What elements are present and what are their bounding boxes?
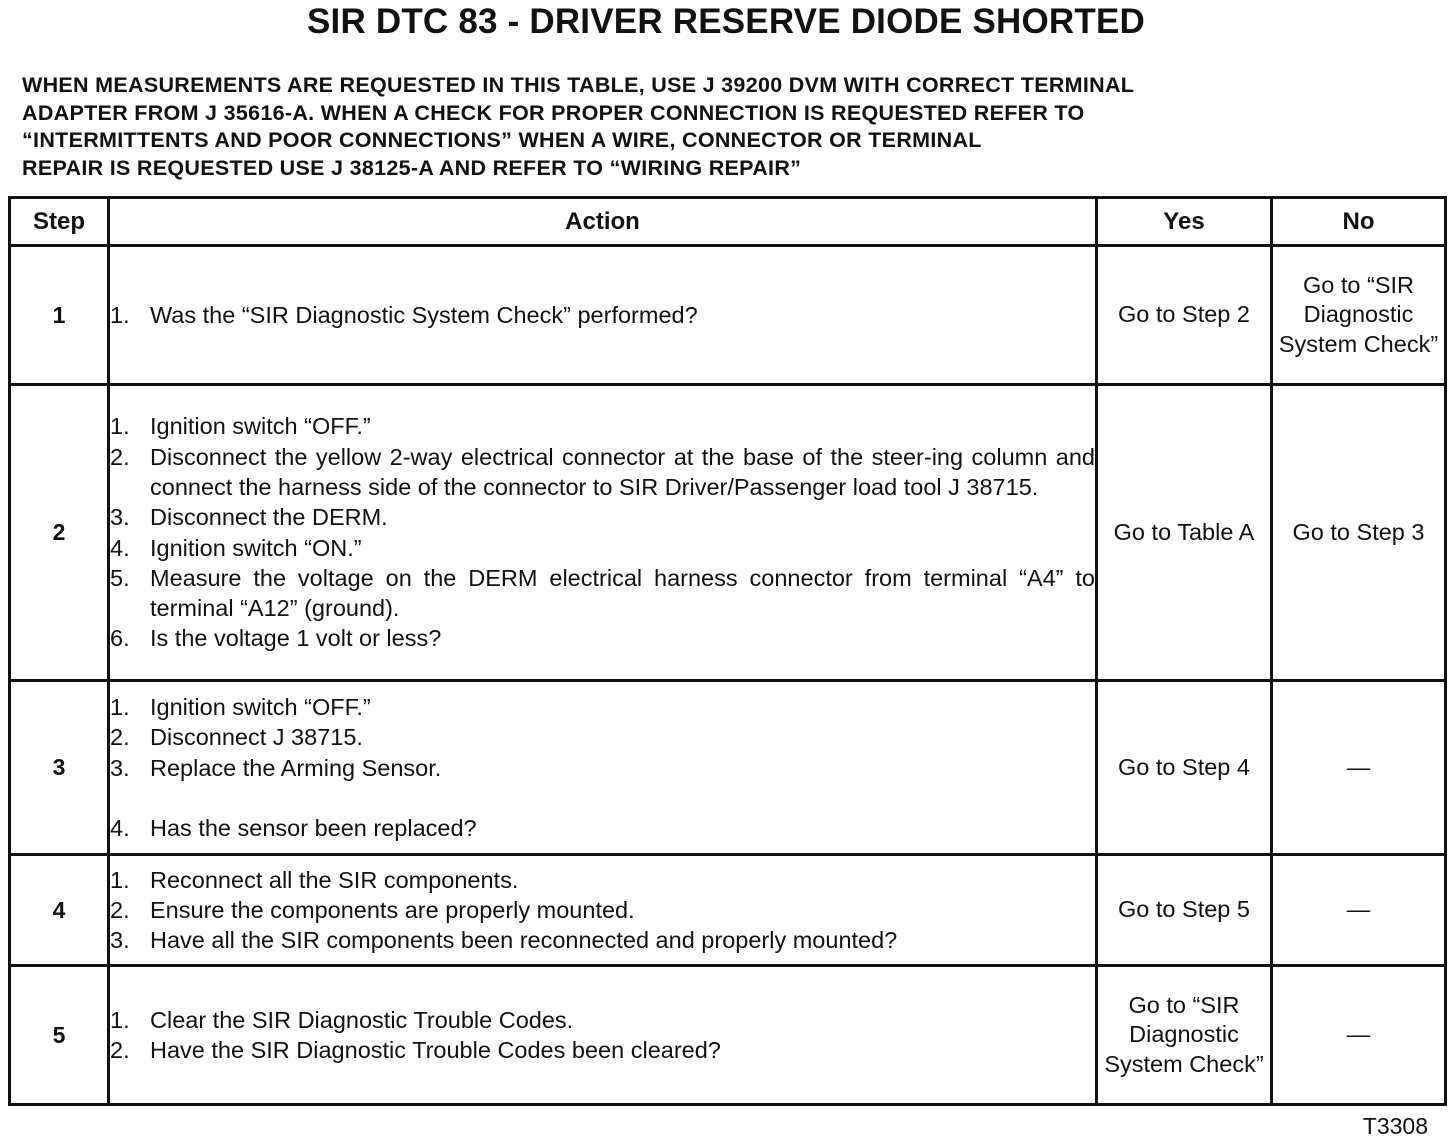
table-row <box>10 966 1446 1105</box>
intro-instructions <box>22 72 1442 182</box>
yes-result: Go to “SIR Diagnostic System Check” <box>1097 966 1272 1105</box>
header-action: Action <box>109 198 1097 246</box>
action-list <box>110 411 1095 653</box>
action-item: 2. Disconnect J 38715. <box>110 724 363 751</box>
intro-line: REPAIR IS REQUESTED USE J 38125-A AND REFER TO “WIRING REPAIR” <box>22 155 802 180</box>
step-number: 5 <box>10 966 109 1105</box>
action-item: 4. Has the sensor been replaced? <box>110 814 477 841</box>
action-item: 1. Reconnect all the SIR components. <box>110 866 519 893</box>
action-item: 1. Clear the SIR Diagnostic Trouble Codes. <box>110 1006 574 1033</box>
diagnostic-table <box>8 196 1447 1106</box>
step-number: 4 <box>10 855 109 966</box>
yes-result: Go to Table A <box>1097 385 1272 681</box>
action-cell <box>109 246 1097 385</box>
yes-result: Go to Step 5 <box>1097 855 1272 966</box>
no-result: — <box>1272 855 1446 966</box>
no-result: — <box>1272 966 1446 1105</box>
intro-line: WHEN MEASUREMENTS ARE REQUESTED IN THIS TABLE, USE J 39200 DVM WITH CORRECT TERMINAL <box>22 73 1135 97</box>
action-item: 1. Was the “SIR Diagnostic System Check” performed? <box>110 301 698 328</box>
intro-line: ADAPTER FROM J 35616-A. WHEN A CHECK FOR PROPER CONNECTION IS REQUESTED REFER TO <box>22 100 1085 125</box>
action-cell <box>109 966 1097 1105</box>
action-item: 3. Disconnect the DERM. <box>110 504 388 531</box>
no-result: Go to Step 3 <box>1272 385 1446 681</box>
action-cell <box>109 385 1097 681</box>
table-row <box>10 385 1446 681</box>
action-item: 2. Have the SIR Diagnostic Trouble Codes been cleared? <box>110 1037 721 1063</box>
action-item: 6. Is the voltage 1 volt or less? <box>110 625 442 652</box>
table-row <box>10 246 1446 385</box>
yes-result: Go to Step 2 <box>1097 246 1272 385</box>
header-no: No <box>1272 198 1446 246</box>
header-yes: Yes <box>1097 198 1272 246</box>
action-item: 2. Disconnect the yellow 2-way electrical connector at the base of the steer-ing column and connect the harness side of the connector to SIR Driver/Passenger load tool J 38715. <box>110 443 1095 500</box>
action-cell <box>109 855 1097 966</box>
header-step: Step <box>10 198 109 246</box>
action-cell <box>109 681 1097 855</box>
action-item: 3. Replace the Arming Sensor. <box>110 754 442 781</box>
action-list <box>110 692 1095 843</box>
action-item: 1. Ignition switch “OFF.” <box>110 413 371 440</box>
step-number: 1 <box>10 246 109 385</box>
table-row <box>10 855 1446 966</box>
table-row <box>10 681 1446 855</box>
action-list <box>110 1005 1095 1066</box>
no-result: — <box>1272 681 1446 855</box>
action-list <box>110 300 1095 330</box>
action-item: 2. Ensure the components are properly mounted. <box>110 896 635 923</box>
table-header-row <box>10 198 1446 246</box>
page-title: SIR DTC 83 - DRIVER RESERVE DIODE SHORTED <box>307 2 1145 41</box>
figure-code: T3308 <box>1362 1113 1428 1139</box>
yes-result: Go to Step 4 <box>1097 681 1272 855</box>
intro-line: “INTERMITTENTS AND POOR CONNECTIONS” WHEN A WIRE, CONNECTOR OR TERMINAL <box>22 128 982 152</box>
action-item: 3. Have all the SIR components been reconnected and properly mounted? <box>110 927 898 954</box>
action-item: 4. Ignition switch “ON.” <box>110 534 362 561</box>
action-item: 5. Measure the voltage on the DERM electrical harness connector from terminal “A4” to terminal “A12” (ground). <box>110 564 1095 622</box>
action-list <box>110 865 1095 956</box>
no-result: Go to “SIR Diagnostic System Check” <box>1272 246 1446 385</box>
step-number: 3 <box>10 681 109 855</box>
step-number: 2 <box>10 385 109 681</box>
action-item: 1. Ignition switch “OFF.” <box>110 693 371 720</box>
